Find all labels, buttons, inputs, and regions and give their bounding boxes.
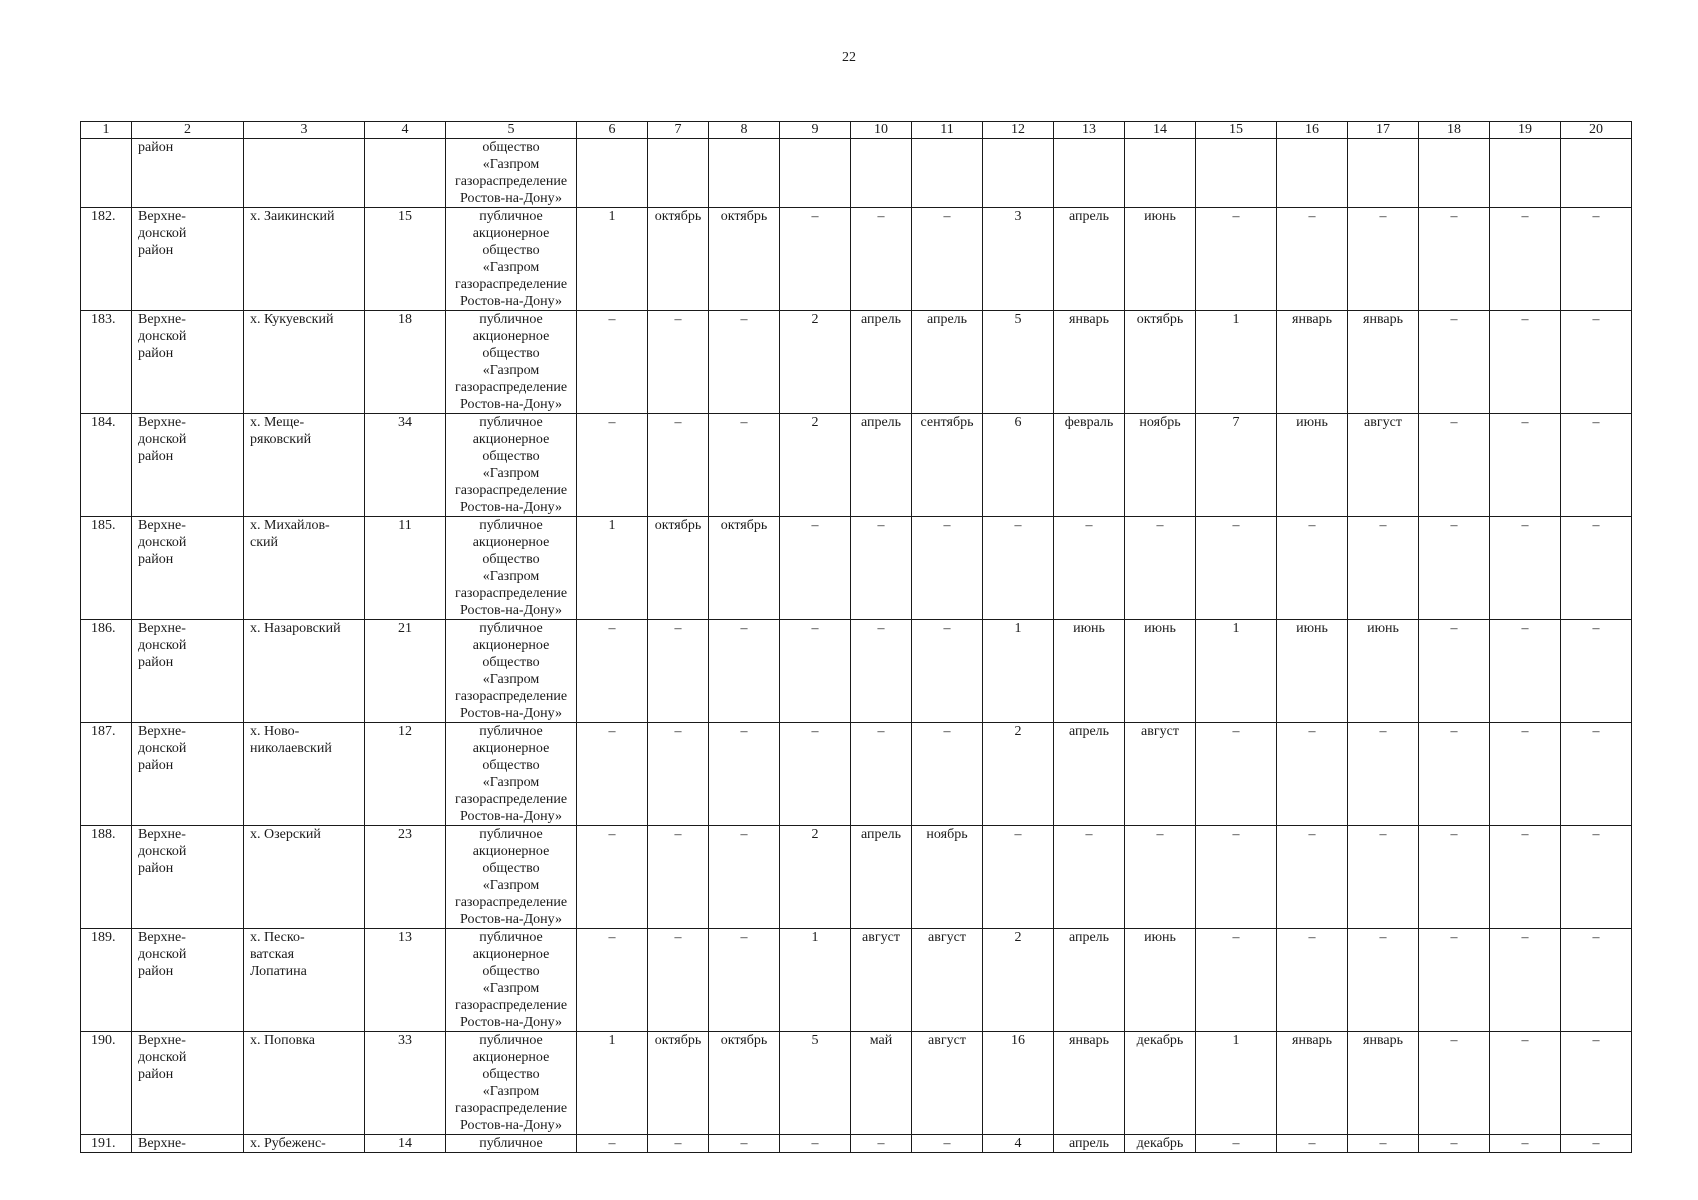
table-cell: август: [851, 929, 912, 1032]
table-cell: 1: [1196, 1032, 1277, 1135]
table-row: [81, 414, 1632, 517]
table-cell: –: [851, 723, 912, 826]
table-cell: –: [577, 620, 648, 723]
column-header: 18: [1419, 122, 1490, 139]
column-number-row: [81, 122, 1632, 139]
table-cell: –: [1490, 723, 1561, 826]
table-cell: х. Ново- николаевский: [244, 723, 365, 826]
table-cell: июнь: [1125, 208, 1196, 311]
table-cell: –: [1054, 517, 1125, 620]
table-cell: Верхне- донской район: [132, 311, 244, 414]
table-cell: 1: [577, 517, 648, 620]
table-cell: –: [1561, 1135, 1632, 1153]
table-row: [81, 1135, 1632, 1153]
table-cell: –: [1196, 723, 1277, 826]
table-cell: –: [709, 826, 780, 929]
table-cell: –: [1196, 929, 1277, 1032]
table-cell: 15: [365, 208, 446, 311]
table-cell: –: [1125, 826, 1196, 929]
table-cell: –: [1348, 723, 1419, 826]
column-header: 12: [983, 122, 1054, 139]
table-cell: сентябрь: [912, 414, 983, 517]
table-cell: –: [851, 517, 912, 620]
table-cell: –: [577, 414, 648, 517]
table-cell: –: [1490, 414, 1561, 517]
table-cell: –: [1561, 517, 1632, 620]
table-cell: апрель: [851, 414, 912, 517]
table-cell: апрель: [851, 826, 912, 929]
table-cell: –: [1561, 311, 1632, 414]
table-row: [81, 929, 1632, 1032]
table-cell: –: [1490, 620, 1561, 723]
table-cell: 23: [365, 826, 446, 929]
table-cell: –: [577, 311, 648, 414]
table-cell: [983, 139, 1054, 208]
table-cell: 2: [780, 826, 851, 929]
table-cell: октябрь: [648, 1032, 709, 1135]
table-cell: –: [1419, 723, 1490, 826]
table-cell: Верхне-: [132, 1135, 244, 1153]
table-cell: –: [780, 1135, 851, 1153]
column-header: 2: [132, 122, 244, 139]
table-cell: –: [1125, 517, 1196, 620]
table-cell: ноябрь: [912, 826, 983, 929]
table-cell: [1054, 139, 1125, 208]
table-cell: 5: [780, 1032, 851, 1135]
table-cell: 33: [365, 1032, 446, 1135]
table-cell: август: [912, 929, 983, 1032]
table-cell: июнь: [1125, 929, 1196, 1032]
table-cell: 1: [577, 208, 648, 311]
table-cell: Верхне- донской район: [132, 826, 244, 929]
table-cell: –: [709, 620, 780, 723]
column-header: 20: [1561, 122, 1632, 139]
table-cell: 2: [780, 414, 851, 517]
table-cell: 18: [365, 311, 446, 414]
table-cell: –: [912, 620, 983, 723]
table-cell: –: [1419, 1135, 1490, 1153]
table-cell: август: [1125, 723, 1196, 826]
table-cell: –: [1348, 517, 1419, 620]
table-cell: –: [780, 723, 851, 826]
table-cell: Верхне- донской район: [132, 929, 244, 1032]
table-cell: Верхне- донской район: [132, 620, 244, 723]
table-cell: х. Песко- ватская Лопатина: [244, 929, 365, 1032]
table-cell: –: [1490, 826, 1561, 929]
table-cell: [648, 139, 709, 208]
column-header: 13: [1054, 122, 1125, 139]
table-cell: –: [851, 208, 912, 311]
table-cell: ноябрь: [1125, 414, 1196, 517]
table-cell: х. Озерский: [244, 826, 365, 929]
table-cell: 2: [983, 929, 1054, 1032]
column-header: 8: [709, 122, 780, 139]
table-cell: 6: [983, 414, 1054, 517]
table-cell: апрель: [1054, 723, 1125, 826]
table-cell: 190.: [81, 1032, 132, 1135]
table-cell: –: [1277, 723, 1348, 826]
table-cell: –: [709, 414, 780, 517]
table-cell: [1490, 139, 1561, 208]
table-cell: 1: [1196, 620, 1277, 723]
table-cell: октябрь: [648, 517, 709, 620]
table-cell: –: [648, 311, 709, 414]
table-cell: декабрь: [1125, 1135, 1196, 1153]
table-cell: 4: [983, 1135, 1054, 1153]
table-cell: 1: [577, 1032, 648, 1135]
table-cell: –: [1348, 929, 1419, 1032]
table-cell: октябрь: [709, 1032, 780, 1135]
table-cell: –: [912, 208, 983, 311]
table-cell: [709, 139, 780, 208]
table-cell: –: [648, 620, 709, 723]
table-cell: апрель: [1054, 1135, 1125, 1153]
table-cell: [912, 139, 983, 208]
table-cell: публичное акционерное общество «Газпром газораспределение Ростов-на-Дону»: [446, 620, 577, 723]
schedule-table: [80, 121, 1632, 1153]
table-cell: –: [1419, 1032, 1490, 1135]
table-cell: август: [1348, 414, 1419, 517]
table-cell: –: [1419, 929, 1490, 1032]
table-cell: июнь: [1054, 620, 1125, 723]
table-cell: общество «Газпром газораспределение Ростов-на-Дону»: [446, 139, 577, 208]
column-header: 19: [1490, 122, 1561, 139]
table-cell: апрель: [1054, 208, 1125, 311]
table-cell: –: [709, 311, 780, 414]
table-cell: 2: [780, 311, 851, 414]
table-cell: 1: [983, 620, 1054, 723]
column-header: 15: [1196, 122, 1277, 139]
table-cell: публичное акционерное общество «Газпром газораспределение Ростов-на-Дону»: [446, 929, 577, 1032]
table-cell: октябрь: [709, 517, 780, 620]
table-cell: –: [648, 826, 709, 929]
column-header: 17: [1348, 122, 1419, 139]
table-cell: –: [1561, 414, 1632, 517]
table-row: [81, 620, 1632, 723]
table-cell: –: [1490, 517, 1561, 620]
table-cell: январь: [1054, 1032, 1125, 1135]
table-cell: –: [1490, 1032, 1561, 1135]
table-cell: –: [1561, 208, 1632, 311]
table-row: [81, 208, 1632, 311]
column-header: 11: [912, 122, 983, 139]
table-row: [81, 723, 1632, 826]
column-header: 5: [446, 122, 577, 139]
column-header: 16: [1277, 122, 1348, 139]
table-cell: октябрь: [709, 208, 780, 311]
table-cell: 3: [983, 208, 1054, 311]
table-cell: 183.: [81, 311, 132, 414]
table-cell: х. Заикинский: [244, 208, 365, 311]
table-cell: январь: [1348, 311, 1419, 414]
table-cell: июнь: [1348, 620, 1419, 723]
table-cell: –: [648, 414, 709, 517]
table-cell: –: [780, 517, 851, 620]
table-cell: –: [1277, 208, 1348, 311]
table-cell: 188.: [81, 826, 132, 929]
table-cell: –: [709, 1135, 780, 1153]
table-cell: февраль: [1054, 414, 1125, 517]
column-header: 14: [1125, 122, 1196, 139]
table-cell: май: [851, 1032, 912, 1135]
table-cell: –: [1054, 826, 1125, 929]
table-cell: –: [912, 723, 983, 826]
column-header: 7: [648, 122, 709, 139]
table-cell: [1561, 139, 1632, 208]
table-cell: –: [577, 723, 648, 826]
table-cell: –: [648, 723, 709, 826]
table-cell: –: [648, 929, 709, 1032]
table-cell: 11: [365, 517, 446, 620]
table-cell: октябрь: [648, 208, 709, 311]
table-cell: [851, 139, 912, 208]
table-cell: 1: [780, 929, 851, 1032]
table-cell: Верхне- донской район: [132, 1032, 244, 1135]
table-cell: –: [1419, 620, 1490, 723]
table-cell: –: [1419, 517, 1490, 620]
table-cell: –: [983, 517, 1054, 620]
table-cell: –: [577, 929, 648, 1032]
table-cell: –: [648, 1135, 709, 1153]
table-row: [81, 517, 1632, 620]
table-cell: х. Михайлов- ский: [244, 517, 365, 620]
table-cell: х. Рубеженс-: [244, 1135, 365, 1153]
table-cell: район: [132, 139, 244, 208]
table-cell: [577, 139, 648, 208]
table-row: [81, 311, 1632, 414]
table-cell: –: [851, 620, 912, 723]
table-cell: –: [1348, 208, 1419, 311]
column-header: 1: [81, 122, 132, 139]
table-cell: 21: [365, 620, 446, 723]
table-cell: 184.: [81, 414, 132, 517]
table-cell: –: [1419, 414, 1490, 517]
table-cell: –: [1196, 826, 1277, 929]
table-cell: Верхне- донской район: [132, 208, 244, 311]
table-cell: –: [1561, 1032, 1632, 1135]
table-cell: август: [912, 1032, 983, 1135]
table-cell: [1419, 139, 1490, 208]
table-cell: 13: [365, 929, 446, 1032]
table-row: [81, 826, 1632, 929]
table-cell: [1196, 139, 1277, 208]
table-cell: декабрь: [1125, 1032, 1196, 1135]
table-cell: –: [1196, 1135, 1277, 1153]
table-cell: 182.: [81, 208, 132, 311]
table-cell: 185.: [81, 517, 132, 620]
table-cell: –: [1419, 826, 1490, 929]
table-cell: публичное акционерное общество «Газпром газораспределение Ростов-на-Дону»: [446, 311, 577, 414]
table-cell: апрель: [851, 311, 912, 414]
table-cell: –: [577, 1135, 648, 1153]
table-cell: 5: [983, 311, 1054, 414]
table-cell: –: [1419, 208, 1490, 311]
table-cell: –: [912, 1135, 983, 1153]
table-cell: 7: [1196, 414, 1277, 517]
column-header: 9: [780, 122, 851, 139]
column-header: 10: [851, 122, 912, 139]
page-number: 22: [842, 50, 856, 65]
table-cell: [365, 139, 446, 208]
table-cell: –: [1348, 826, 1419, 929]
table-cell: 16: [983, 1032, 1054, 1135]
table-cell: публичное акционерное общество «Газпром газораспределение Ростов-на-Дону»: [446, 1032, 577, 1135]
table-cell: х. Поповка: [244, 1032, 365, 1135]
table-cell: июнь: [1277, 620, 1348, 723]
table-cell: –: [1277, 517, 1348, 620]
table-cell: –: [1419, 311, 1490, 414]
table-cell: –: [577, 826, 648, 929]
table-cell: –: [1561, 723, 1632, 826]
table-cell: –: [1277, 929, 1348, 1032]
table-cell: [81, 139, 132, 208]
table-cell: –: [912, 517, 983, 620]
table-cell: [1125, 139, 1196, 208]
table-cell: Верхне- донской район: [132, 723, 244, 826]
table-cell: –: [709, 929, 780, 1032]
table-cell: 2: [983, 723, 1054, 826]
table-cell: июнь: [1277, 414, 1348, 517]
table-cell: –: [1277, 826, 1348, 929]
table-cell: х. Меще- ряковский: [244, 414, 365, 517]
table-cell: [1348, 139, 1419, 208]
table-cell: –: [1561, 929, 1632, 1032]
table-cell: январь: [1277, 1032, 1348, 1135]
column-header: 6: [577, 122, 648, 139]
table-cell: Верхне- донской район: [132, 414, 244, 517]
table-cell: –: [1277, 1135, 1348, 1153]
table-cell: Верхне- донской район: [132, 517, 244, 620]
table-cell: 34: [365, 414, 446, 517]
table-cell: –: [1490, 1135, 1561, 1153]
table-cell: –: [1196, 517, 1277, 620]
table-cell: январь: [1054, 311, 1125, 414]
table-cell: –: [983, 826, 1054, 929]
table-cell: 187.: [81, 723, 132, 826]
table-cell: публичное акционерное общество «Газпром газораспределение Ростов-на-Дону»: [446, 517, 577, 620]
table-cell: –: [1490, 929, 1561, 1032]
table-cell: [780, 139, 851, 208]
table-cell: публичное акционерное общество «Газпром газораспределение Ростов-на-Дону»: [446, 826, 577, 929]
table-cell: –: [780, 620, 851, 723]
table-cell: –: [1490, 208, 1561, 311]
table-cell: х. Кукуевский: [244, 311, 365, 414]
table-cell: 191.: [81, 1135, 132, 1153]
table-cell: 186.: [81, 620, 132, 723]
table-cell: 12: [365, 723, 446, 826]
column-header: 4: [365, 122, 446, 139]
table-cell: январь: [1348, 1032, 1419, 1135]
table-cell: –: [1348, 1135, 1419, 1153]
table-cell: публичное акционерное общество «Газпром газораспределение Ростов-на-Дону»: [446, 414, 577, 517]
table-cell: –: [780, 208, 851, 311]
table-cell: январь: [1277, 311, 1348, 414]
table-cell: публичное акционерное общество «Газпром газораспределение Ростов-на-Дону»: [446, 723, 577, 826]
table-cell: октябрь: [1125, 311, 1196, 414]
table-cell: публичное акционерное общество «Газпром газораспределение Ростов-на-Дону»: [446, 208, 577, 311]
table-cell: публичное: [446, 1135, 577, 1153]
table-cell: –: [1196, 208, 1277, 311]
table-cell: –: [1490, 311, 1561, 414]
table-cell: х. Назаровский: [244, 620, 365, 723]
table-cell: апрель: [912, 311, 983, 414]
table-cell: –: [709, 723, 780, 826]
table-cell: апрель: [1054, 929, 1125, 1032]
table-cell: –: [851, 1135, 912, 1153]
table-cell: [244, 139, 365, 208]
table-row: [81, 139, 1632, 208]
table-cell: [1277, 139, 1348, 208]
column-header: 3: [244, 122, 365, 139]
table-cell: 189.: [81, 929, 132, 1032]
table-cell: 14: [365, 1135, 446, 1153]
table-cell: 1: [1196, 311, 1277, 414]
table-cell: июнь: [1125, 620, 1196, 723]
table-cell: –: [1561, 826, 1632, 929]
table-row: [81, 1032, 1632, 1135]
table-cell: –: [1561, 620, 1632, 723]
